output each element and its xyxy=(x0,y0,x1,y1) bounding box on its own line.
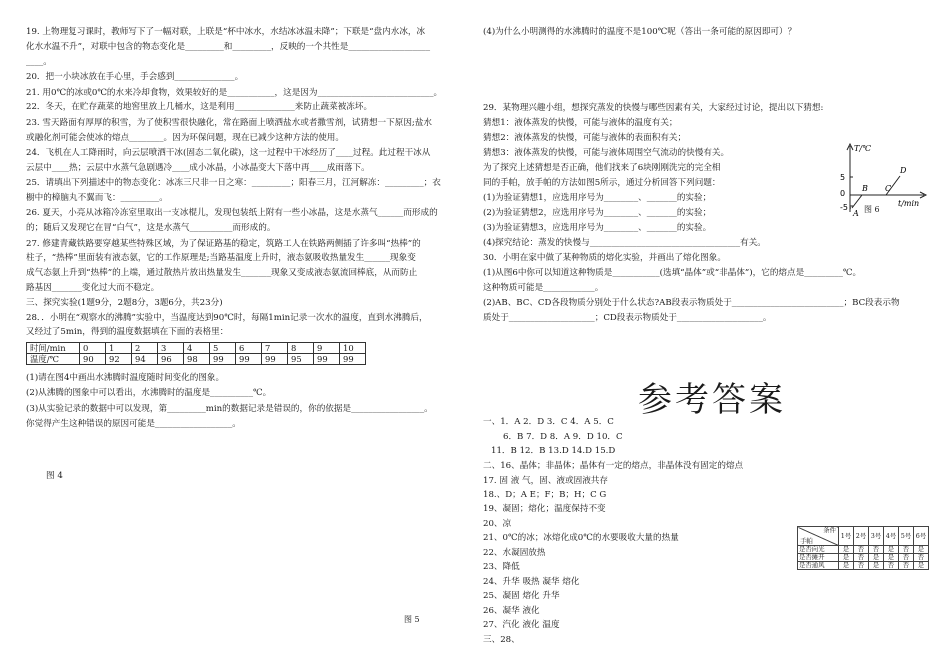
curve-point-label: D xyxy=(900,166,907,175)
answer-line: 二、16、晶体；非晶体；晶体有一定的熔点，非晶体没有固定的熔点 xyxy=(483,461,744,471)
table-cell: 否 xyxy=(914,554,929,562)
table-header-cell: 4号 xyxy=(884,527,899,546)
question-line: 19. 上物理复习课时，教师写下了一幅对联，上联是“杯中冰水，水结冰冰温未降”；下联是“盘内水冰，冰 xyxy=(26,27,426,37)
table-cell: 98 xyxy=(184,354,210,365)
question-line: 三、探究实验(1题9分，2题8分，3题6分，共23分) xyxy=(26,298,223,308)
table-cell: 否 xyxy=(899,546,914,554)
question-line: 云层中____热；云层中水蒸气急剧遇冷____成小冰晶，小冰晶变大下落中再____成雨落下。 xyxy=(26,163,370,173)
curve-point-label: C xyxy=(885,184,892,193)
question-line: 28．．小明在“观察水的沸腾”实验中，当温度达到90℃时，每隔1min记录一次水的温度，直到水沸腾后， xyxy=(26,313,428,323)
answer-line: 6．B 7．D 8．A 9．D 10．C xyxy=(503,432,623,442)
y-tick-label: 0 xyxy=(840,189,846,198)
table-cell: 是 xyxy=(869,562,884,570)
table-row xyxy=(27,354,366,365)
table-row-label: 是否通风 xyxy=(798,562,839,570)
question-line: 26. 夏天，小亮从冰箱冷冻室里取出一支冰棍儿，发现包装纸上附有一些小冰晶，这是水蒸气______而形成的 xyxy=(26,208,438,218)
table-cell: 是 xyxy=(914,546,929,554)
table-cell: 否 xyxy=(869,546,884,554)
curve-point-label: B xyxy=(862,184,868,193)
answer-line: 一、1．A 2．D 3．C 4．A 5．C xyxy=(483,417,614,427)
answer-line: 三、28、 xyxy=(483,635,520,645)
answer-line: 26、凝华 液化 xyxy=(483,606,540,616)
table-header-cell: 1号 xyxy=(839,527,854,546)
table-cell: 否 xyxy=(854,546,869,554)
melting-graph xyxy=(840,140,930,220)
question-line: 24．飞机在人工降雨时，向云层喷洒干冰(固态二氧化碳)，这一过程中干冰经历了____过程。此过程干冰从 xyxy=(26,148,431,158)
table-cell: 否 xyxy=(899,562,914,570)
header-bottom-label: 手帕 xyxy=(800,537,813,545)
table-cell: 否 xyxy=(899,554,914,562)
table-cell: 96 xyxy=(158,354,184,365)
question-line: (1)从图6中你可以知道这种物质是___________(选填“晶体”或“非晶体”)，它的熔点是_________℃。 xyxy=(483,268,862,278)
curve-point-label: A xyxy=(853,209,859,218)
table-cell: 是 xyxy=(839,554,854,562)
table-header-cell: 3号 xyxy=(869,527,884,546)
answer-line: 23、降低 xyxy=(483,562,520,572)
question-line: 21. 用0℃的冰或0℃的水来冷却食物，效果较好的是___________，这是因为___________________________。 xyxy=(26,88,443,98)
question-line: (2)从沸腾的图象中可以看出，水沸腾时的温度是__________℃。 xyxy=(26,388,272,398)
table-row xyxy=(798,527,929,546)
table-cell: 是 xyxy=(884,546,899,554)
y-tick-label: 5 xyxy=(840,173,846,182)
question-line: 27. 修建青藏铁路要穿越某些特殊区域，为了保证路基的稳定，筑路工人在铁路两侧插了许多叫“热棒”的 xyxy=(26,239,421,249)
table-cell: 否 xyxy=(884,562,899,570)
answer-line: 24、升华 吸热 凝华 熔化 xyxy=(483,577,580,587)
question-line: 同的手帕，放手帕的方法如图5所示，通过分析回答下列问题： xyxy=(483,178,721,188)
question-line: (3)为验证猜想3，应选用序号为________、_______的实验。 xyxy=(483,223,712,233)
figure-4-caption: 图 4 xyxy=(46,471,63,481)
answer-line: 22、水凝固放热 xyxy=(483,548,546,558)
answer-title: 参考答案 xyxy=(638,380,786,420)
question-line: (4)为什么小明测得的水沸腾时的温度不是100℃呢（答出一条可能的原因即可）？ xyxy=(483,27,797,37)
question-line: 质处于____________________；CD段表示物质处于____________________。 xyxy=(483,313,772,323)
question-line: 化水水温不升”，对联中包含的物态变化是_________和_________，反映的一个共性是___________________ xyxy=(26,42,431,52)
question-line: 橱中的樟脑丸不翼而飞：_________。 xyxy=(26,193,168,203)
question-line: 20．把一小块冰放在手心里，手会感到______________。 xyxy=(26,72,244,82)
question-line: (4)探究结论：蒸发的快慢与___________________________________有关。 xyxy=(483,238,766,248)
table-cell: 6 xyxy=(236,343,262,354)
y-tick-label: -5 xyxy=(840,203,848,212)
table-row xyxy=(27,343,366,354)
question-line: 又经过了5min，得到的温度数据填在下面的表格里： xyxy=(26,327,229,337)
figure-6-caption: 图 6 xyxy=(864,205,880,214)
table-cell: 是 xyxy=(914,562,929,570)
table-cell: 99 xyxy=(314,354,340,365)
question-line: 成气态氨上升到“热棒”的上端，通过散热片放出热量发生_______现象又变成液态氨流回棒底，从而防止 xyxy=(26,268,418,278)
answer-line: 17. 固 液 气，固、液或固液共存 xyxy=(483,476,608,486)
question-line: 猜想3：液体蒸发的快慢，可能与液体周围空气流动的快慢有关。 xyxy=(483,148,730,158)
question-line: (1)请在图4中画出水沸腾时温度随时间变化的图象。 xyxy=(26,373,225,383)
table-header-cell: 5号 xyxy=(899,527,914,546)
question-line: (1)为验证猜想1，应选用序号为________、_______的实验； xyxy=(483,193,712,203)
answer-line: 20、凉 xyxy=(483,519,512,529)
table-header-cell: 6号 xyxy=(914,527,929,546)
question-line: 柱子，“热棒”里面装有液态氨，它的工作原理是;当路基温度上升时，液态氨吸收热量发生______现象变 xyxy=(26,253,416,263)
question-line: 25．请填出下列描述中的物态变化：冰冻三尺非一日之寒：_________；阳春三月，江河解冻：_________；衣 xyxy=(26,178,441,188)
table-cell: 1 xyxy=(106,343,132,354)
table-cell: 99 xyxy=(236,354,262,365)
table-cell: 94 xyxy=(132,354,158,365)
table-cell: 0 xyxy=(80,343,106,354)
boiling-data-table xyxy=(26,342,366,365)
answer-line: 27、汽化 液化 温度 xyxy=(483,620,560,630)
table-cell: 4 xyxy=(184,343,210,354)
table-cell: 2 xyxy=(132,343,158,354)
y-axis-label: T/℃ xyxy=(854,144,871,153)
question-line: (2)为验证猜想2，应选用序号为________、_______的实验； xyxy=(483,208,712,218)
table-cell: 是 xyxy=(869,554,884,562)
table-header-cell: 2号 xyxy=(854,527,869,546)
table-cell: 99 xyxy=(340,354,366,365)
table-cell: 9 xyxy=(314,343,340,354)
x-axis-label: t/min xyxy=(898,199,920,208)
diagonal-header-cell xyxy=(798,527,839,546)
question-line: 为了探究上述猜想是否正确，他们找来了6块刚刚洗完的完全相 xyxy=(483,163,721,173)
table-cell: 95 xyxy=(288,354,314,365)
answer-line: 18.、D；A E；F；B；H；C G xyxy=(483,490,607,500)
question-line: 22．冬天，在贮存蔬菜的地窖里放上几桶水，这是利用______________来防止蔬菜被冻坏。 xyxy=(26,102,373,112)
table-cell: 否 xyxy=(854,554,869,562)
question-line: (2)AB、BC、CD各段物质分别处于什么状态?AB段表示物质处于__________________________；BC段表示物 xyxy=(483,298,900,308)
handkerchief-condition-table xyxy=(797,526,929,570)
question-line: ____。 xyxy=(26,57,52,67)
question-line: (3)从实验记录的数据中可以发现，第_________min的数据记录是错误的，你的依据是_________________。 xyxy=(26,404,433,414)
table-cell: 是 xyxy=(839,546,854,554)
table-row xyxy=(798,562,929,570)
question-line: 你觉得产生这种错误的原因可能是__________________。 xyxy=(26,419,241,429)
question-line: 路基因_______变化过大而不稳定。 xyxy=(26,283,160,293)
question-line: 猜想1：液体蒸发的快慢，可能与液体的温度有关； xyxy=(483,118,678,128)
table-cell: 是 xyxy=(884,554,899,562)
table-row-label: 是否向光 xyxy=(798,546,839,554)
answer-line: 19、凝固；熔化；温度保持不变 xyxy=(483,504,606,514)
table-cell: 90 xyxy=(80,354,106,365)
table-cell: 10 xyxy=(340,343,366,354)
question-line: 29．某物理兴趣小组，想探究蒸发的快慢与哪些因素有关，大家经过讨论，提出以下猜想: xyxy=(483,103,824,113)
table-cell: 8 xyxy=(288,343,314,354)
table-cell: 99 xyxy=(210,354,236,365)
question-line: 的；随后又发现它在冒“白气”，这是水蒸气__________而形成的。 xyxy=(26,223,276,233)
table-cell: 99 xyxy=(262,354,288,365)
question-line: 23. 雪天路面有厚厚的积雪，为了使积雪很快融化，常在路面上喷洒盐水或者撒雪剂，试猜想一下原因;盐水 xyxy=(26,118,433,128)
table-header-cell: 时间/min xyxy=(27,343,80,354)
header-top-label: 条件 xyxy=(823,526,836,534)
table-cell: 是 xyxy=(839,562,854,570)
question-line: 30．小明在家中做了某种物质的熔化实验，并画出了熔化图象。 xyxy=(483,253,726,263)
table-cell: 5 xyxy=(210,343,236,354)
answer-line: 21、0℃的冰；冰熔化成0℃的水要吸收大量的热量 xyxy=(483,533,679,543)
answer-line: 25、凝固 熔化 升华 xyxy=(483,591,560,601)
answer-line: 11．B 12．B 13.D 14.D 15.D xyxy=(491,446,616,456)
figure-5-caption: 图 5 xyxy=(404,615,420,624)
table-cell: 3 xyxy=(158,343,184,354)
table-header-cell: 温度/℃ xyxy=(27,354,80,365)
question-line: 猜想2：液体蒸发的快慢，可能与液体的表面积有关； xyxy=(483,133,687,143)
table-cell: 否 xyxy=(854,562,869,570)
table-cell: 7 xyxy=(262,343,288,354)
table-row-label: 是否摊开 xyxy=(798,554,839,562)
table-cell: 92 xyxy=(106,354,132,365)
question-line: 或融化剂可能会使冰的熔点________。因为环保问题，现在已减少这种方法的使用。 xyxy=(26,133,344,143)
question-line: 这种物质可能是____________。 xyxy=(483,283,604,293)
